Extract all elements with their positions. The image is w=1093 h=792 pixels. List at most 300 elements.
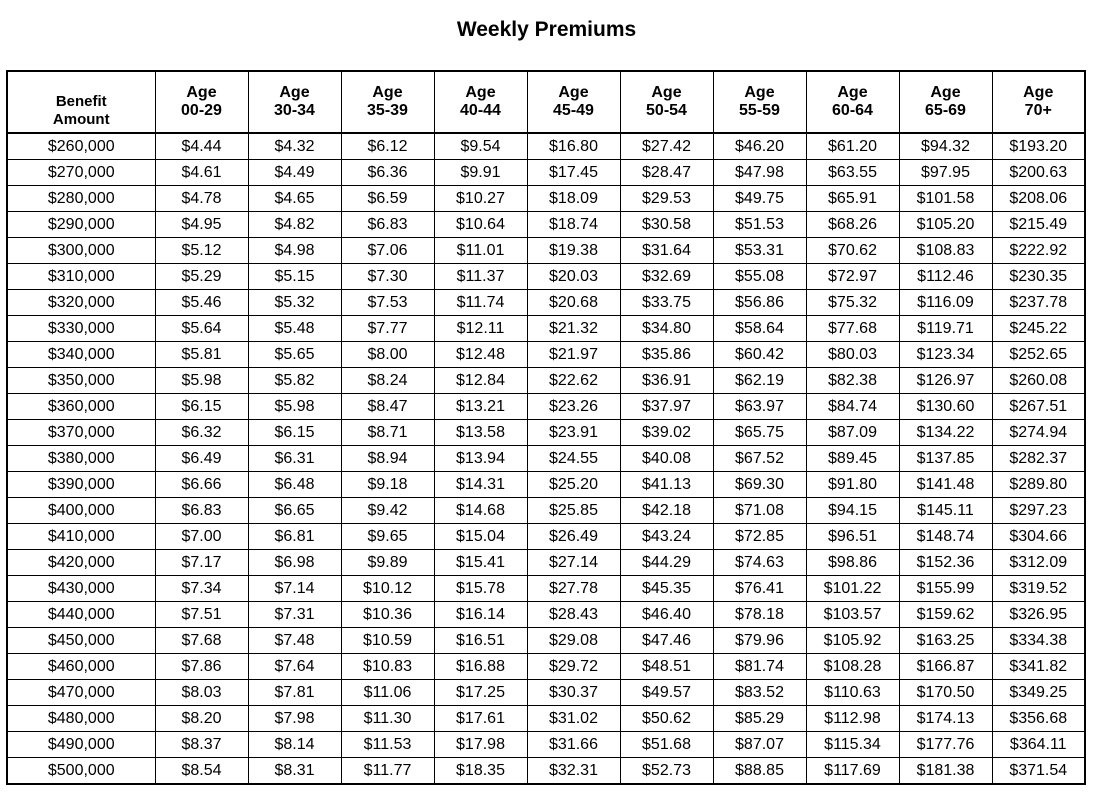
header-label-bottom: 70+ (1024, 102, 1052, 119)
premium-cell: $25.85 (527, 498, 620, 524)
premium-cell: $159.62 (899, 602, 992, 628)
premium-cell: $215.49 (992, 212, 1085, 238)
header-label-top: Age (558, 84, 589, 101)
header-age-group (155, 71, 248, 133)
benefit-amount-cell: $380,000 (7, 446, 155, 472)
premium-cell: $7.68 (155, 628, 248, 654)
premium-cell: $7.81 (248, 680, 341, 706)
table-row (7, 498, 1085, 524)
premium-cell: $8.00 (341, 342, 434, 368)
premium-cell: $27.78 (527, 576, 620, 602)
benefit-amount-cell: $350,000 (7, 368, 155, 394)
header-label-bottom: 65-69 (925, 102, 966, 119)
benefit-amount-cell: $500,000 (7, 758, 155, 785)
premium-cell: $371.54 (992, 758, 1085, 785)
premium-cell: $6.31 (248, 446, 341, 472)
premium-cell: $5.46 (155, 290, 248, 316)
premium-cell: $46.20 (713, 133, 806, 160)
premium-cell: $56.86 (713, 290, 806, 316)
premium-cell: $11.30 (341, 706, 434, 732)
premium-cell: $5.81 (155, 342, 248, 368)
header-label-bottom: 60-64 (832, 102, 873, 119)
benefit-amount-cell: $340,000 (7, 342, 155, 368)
premium-cell: $41.13 (620, 472, 713, 498)
premium-cell: $21.97 (527, 342, 620, 368)
premium-cell: $12.11 (434, 316, 527, 342)
premium-cell: $9.65 (341, 524, 434, 550)
premium-cell: $9.89 (341, 550, 434, 576)
premium-cell: $5.29 (155, 264, 248, 290)
premium-cell: $8.37 (155, 732, 248, 758)
premium-cell: $117.69 (806, 758, 899, 785)
premium-cell: $69.30 (713, 472, 806, 498)
premium-cell: $148.74 (899, 524, 992, 550)
premium-cell: $6.32 (155, 420, 248, 446)
premium-cell: $7.64 (248, 654, 341, 680)
header-label-bottom: 30-34 (274, 102, 315, 119)
premium-cell: $88.85 (713, 758, 806, 785)
table-row (7, 758, 1085, 785)
premium-cell: $84.74 (806, 394, 899, 420)
premium-cell: $27.42 (620, 133, 713, 160)
premium-cell: $61.20 (806, 133, 899, 160)
premium-cell: $6.66 (155, 472, 248, 498)
benefit-amount-cell: $370,000 (7, 420, 155, 446)
premium-cell: $181.38 (899, 758, 992, 785)
benefit-amount-cell: $490,000 (7, 732, 155, 758)
premium-cell: $16.88 (434, 654, 527, 680)
header-age-group (806, 71, 899, 133)
premium-cell: $11.53 (341, 732, 434, 758)
premium-cell: $364.11 (992, 732, 1085, 758)
premium-cell: $47.98 (713, 160, 806, 186)
table-row (7, 654, 1085, 680)
premium-cell: $4.44 (155, 133, 248, 160)
premium-cell: $76.41 (713, 576, 806, 602)
premium-cell: $8.54 (155, 758, 248, 785)
premium-cell: $101.22 (806, 576, 899, 602)
table-row (7, 290, 1085, 316)
premium-cell: $8.71 (341, 420, 434, 446)
premium-cell: $35.86 (620, 342, 713, 368)
premium-cell: $141.48 (899, 472, 992, 498)
table-row (7, 133, 1085, 160)
benefit-amount-cell: $320,000 (7, 290, 155, 316)
premium-cell: $15.41 (434, 550, 527, 576)
header-label-top: Benefit (55, 93, 107, 110)
header-label-bottom: 00-29 (181, 102, 222, 119)
premium-cell: $112.98 (806, 706, 899, 732)
premium-cell: $116.09 (899, 290, 992, 316)
premium-cell: $19.38 (527, 238, 620, 264)
premium-cell: $252.65 (992, 342, 1085, 368)
benefit-amount-cell: $330,000 (7, 316, 155, 342)
premium-cell: $5.48 (248, 316, 341, 342)
premium-cell: $44.29 (620, 550, 713, 576)
premium-cell: $6.12 (341, 133, 434, 160)
premium-cell: $7.53 (341, 290, 434, 316)
header-age-group (620, 71, 713, 133)
table-row (7, 628, 1085, 654)
premium-cell: $34.80 (620, 316, 713, 342)
premium-cell: $82.38 (806, 368, 899, 394)
premium-cell: $326.95 (992, 602, 1085, 628)
premium-cell: $4.32 (248, 133, 341, 160)
premium-cell: $4.95 (155, 212, 248, 238)
table-row (7, 602, 1085, 628)
premium-cell: $5.32 (248, 290, 341, 316)
premium-cell: $72.97 (806, 264, 899, 290)
premium-cell: $137.85 (899, 446, 992, 472)
premium-cell: $71.08 (713, 498, 806, 524)
premium-cell: $49.75 (713, 186, 806, 212)
premium-cell: $52.73 (620, 758, 713, 785)
premium-cell: $8.47 (341, 394, 434, 420)
benefit-amount-cell: $400,000 (7, 498, 155, 524)
benefit-amount-cell: $390,000 (7, 472, 155, 498)
premium-cell: $5.64 (155, 316, 248, 342)
header-label-top: Age (186, 84, 217, 101)
header-label-bottom: Amount (52, 111, 110, 128)
header-age-group (992, 71, 1085, 133)
premium-cell: $108.83 (899, 238, 992, 264)
premium-cell: $6.83 (341, 212, 434, 238)
premium-cell: $8.14 (248, 732, 341, 758)
premium-cell: $163.25 (899, 628, 992, 654)
premium-cell: $16.14 (434, 602, 527, 628)
premium-cell: $53.31 (713, 238, 806, 264)
premium-cell: $7.86 (155, 654, 248, 680)
premium-cell: $6.49 (155, 446, 248, 472)
premium-cell: $29.72 (527, 654, 620, 680)
premium-cell: $12.84 (434, 368, 527, 394)
premium-cell: $74.63 (713, 550, 806, 576)
table-header-row (7, 71, 1085, 133)
table-row (7, 732, 1085, 758)
premium-cell: $101.58 (899, 186, 992, 212)
header-label-top: Age (279, 84, 310, 101)
premium-cell: $108.28 (806, 654, 899, 680)
premium-cell: $267.51 (992, 394, 1085, 420)
table-row (7, 212, 1085, 238)
premium-cell: $4.61 (155, 160, 248, 186)
premium-cell: $23.26 (527, 394, 620, 420)
header-label-top: Age (837, 84, 868, 101)
premium-cell: $16.51 (434, 628, 527, 654)
header-label-bottom: 50-54 (646, 102, 687, 119)
premium-cell: $6.36 (341, 160, 434, 186)
premium-cell: $21.32 (527, 316, 620, 342)
premium-cell: $46.40 (620, 602, 713, 628)
premium-cell: $7.98 (248, 706, 341, 732)
premium-cell: $28.43 (527, 602, 620, 628)
premium-cell: $7.77 (341, 316, 434, 342)
premium-cell: $11.01 (434, 238, 527, 264)
premium-cell: $7.48 (248, 628, 341, 654)
premium-cell: $31.02 (527, 706, 620, 732)
header-age-group (341, 71, 434, 133)
header-label-bottom: 40-44 (460, 102, 501, 119)
premium-cell: $6.81 (248, 524, 341, 550)
premium-cell: $62.19 (713, 368, 806, 394)
premium-cell: $17.61 (434, 706, 527, 732)
premium-cell: $80.03 (806, 342, 899, 368)
premium-cell: $97.95 (899, 160, 992, 186)
premium-cell: $103.57 (806, 602, 899, 628)
premium-cell: $6.48 (248, 472, 341, 498)
premium-cell: $20.03 (527, 264, 620, 290)
premium-cell: $17.98 (434, 732, 527, 758)
premium-cell: $6.83 (155, 498, 248, 524)
premium-cell: $15.04 (434, 524, 527, 550)
premium-cell: $8.94 (341, 446, 434, 472)
header-age-group (248, 71, 341, 133)
premium-cell: $12.48 (434, 342, 527, 368)
premium-cell: $119.71 (899, 316, 992, 342)
premium-cell: $72.85 (713, 524, 806, 550)
premium-cell: $245.22 (992, 316, 1085, 342)
premium-cell: $40.08 (620, 446, 713, 472)
premium-cell: $24.55 (527, 446, 620, 472)
premium-cell: $9.91 (434, 160, 527, 186)
page-title: Weekly Premiums (456, 18, 637, 41)
premium-cell: $26.49 (527, 524, 620, 550)
premium-cell: $5.98 (155, 368, 248, 394)
premium-cell: $200.63 (992, 160, 1085, 186)
premium-cell: $13.21 (434, 394, 527, 420)
table-row (7, 342, 1085, 368)
premium-cell: $5.12 (155, 238, 248, 264)
premium-cell: $81.74 (713, 654, 806, 680)
premium-cell: $115.34 (806, 732, 899, 758)
premium-cell: $29.53 (620, 186, 713, 212)
premium-cell: $7.31 (248, 602, 341, 628)
premium-cell: $5.15 (248, 264, 341, 290)
table-row (7, 524, 1085, 550)
premium-cell: $17.25 (434, 680, 527, 706)
header-label-bottom: 55-59 (739, 102, 780, 119)
premium-cell: $30.58 (620, 212, 713, 238)
premium-cell: $9.42 (341, 498, 434, 524)
table-body (7, 133, 1085, 784)
premium-cell: $60.42 (713, 342, 806, 368)
header-label-bottom: 45-49 (553, 102, 594, 119)
premium-cell: $297.23 (992, 498, 1085, 524)
premium-cell: $32.31 (527, 758, 620, 785)
premium-cell: $123.34 (899, 342, 992, 368)
table-row (7, 368, 1085, 394)
premium-cell: $130.60 (899, 394, 992, 420)
premium-cell: $28.47 (620, 160, 713, 186)
table-row (7, 238, 1085, 264)
premium-cell: $15.78 (434, 576, 527, 602)
header-age-group (713, 71, 806, 133)
table-row (7, 316, 1085, 342)
premium-cell: $14.31 (434, 472, 527, 498)
premium-cell: $10.83 (341, 654, 434, 680)
benefit-amount-cell: $290,000 (7, 212, 155, 238)
premium-cell: $11.74 (434, 290, 527, 316)
premium-cell: $18.35 (434, 758, 527, 785)
premium-cell: $7.06 (341, 238, 434, 264)
benefit-amount-cell: $460,000 (7, 654, 155, 680)
table-row (7, 264, 1085, 290)
premium-cell: $87.07 (713, 732, 806, 758)
premium-cell: $134.22 (899, 420, 992, 446)
premium-cell: $341.82 (992, 654, 1085, 680)
premium-cell: $51.68 (620, 732, 713, 758)
header-age-group (899, 71, 992, 133)
premium-cell: $155.99 (899, 576, 992, 602)
table-row (7, 576, 1085, 602)
premium-cell: $39.02 (620, 420, 713, 446)
benefit-amount-cell: $360,000 (7, 394, 155, 420)
premium-cell: $18.09 (527, 186, 620, 212)
premiums-table (6, 70, 1086, 785)
premium-cell: $4.98 (248, 238, 341, 264)
premium-cell: $10.12 (341, 576, 434, 602)
premium-cell: $6.59 (341, 186, 434, 212)
premium-cell: $14.68 (434, 498, 527, 524)
premium-cell: $222.92 (992, 238, 1085, 264)
premium-cell: $77.68 (806, 316, 899, 342)
header-label-top: Age (930, 84, 961, 101)
premium-cell: $89.45 (806, 446, 899, 472)
premium-cell: $33.75 (620, 290, 713, 316)
premium-cell: $7.00 (155, 524, 248, 550)
benefit-amount-cell: $410,000 (7, 524, 155, 550)
premium-cell: $4.78 (155, 186, 248, 212)
header-label-top: Age (651, 84, 682, 101)
premium-cell: $43.24 (620, 524, 713, 550)
premium-cell: $13.58 (434, 420, 527, 446)
premium-cell: $5.98 (248, 394, 341, 420)
premium-cell: $5.82 (248, 368, 341, 394)
premium-cell: $17.45 (527, 160, 620, 186)
premium-cell: $98.86 (806, 550, 899, 576)
benefit-amount-cell: $260,000 (7, 133, 155, 160)
premium-cell: $32.69 (620, 264, 713, 290)
premium-cell: $11.37 (434, 264, 527, 290)
premium-cell: $4.49 (248, 160, 341, 186)
premium-cell: $23.91 (527, 420, 620, 446)
premium-cell: $45.35 (620, 576, 713, 602)
premium-cell: $55.08 (713, 264, 806, 290)
premium-cell: $356.68 (992, 706, 1085, 732)
header-label-top: Age (465, 84, 496, 101)
premium-cell: $170.50 (899, 680, 992, 706)
premium-cell: $58.64 (713, 316, 806, 342)
premium-cell: $6.15 (248, 420, 341, 446)
premium-cell: $10.59 (341, 628, 434, 654)
benefit-amount-cell: $300,000 (7, 238, 155, 264)
premium-cell: $47.46 (620, 628, 713, 654)
premium-cell: $4.65 (248, 186, 341, 212)
premium-cell: $8.24 (341, 368, 434, 394)
premium-cell: $8.31 (248, 758, 341, 785)
table-row (7, 420, 1085, 446)
premium-cell: $94.15 (806, 498, 899, 524)
premium-cell: $174.13 (899, 706, 992, 732)
premium-cell: $63.97 (713, 394, 806, 420)
premium-cell: $31.64 (620, 238, 713, 264)
premium-cell: $11.77 (341, 758, 434, 785)
premium-cell: $18.74 (527, 212, 620, 238)
premium-cell: $7.34 (155, 576, 248, 602)
premium-cell: $110.63 (806, 680, 899, 706)
benefit-amount-cell: $420,000 (7, 550, 155, 576)
premium-cell: $230.35 (992, 264, 1085, 290)
premium-cell: $8.20 (155, 706, 248, 732)
premium-cell: $68.26 (806, 212, 899, 238)
premium-cell: $105.20 (899, 212, 992, 238)
premium-cell: $7.17 (155, 550, 248, 576)
table-row (7, 680, 1085, 706)
premium-cell: $65.91 (806, 186, 899, 212)
premium-cell: $48.51 (620, 654, 713, 680)
premium-cell: $7.14 (248, 576, 341, 602)
table-row (7, 186, 1085, 212)
premium-cell: $25.20 (527, 472, 620, 498)
premium-cell: $42.18 (620, 498, 713, 524)
premium-cell: $87.09 (806, 420, 899, 446)
premium-cell: $94.32 (899, 133, 992, 160)
benefit-amount-cell: $440,000 (7, 602, 155, 628)
premium-cell: $274.94 (992, 420, 1085, 446)
premium-cell: $6.15 (155, 394, 248, 420)
premium-cell: $79.96 (713, 628, 806, 654)
premium-cell: $9.54 (434, 133, 527, 160)
premium-cell: $208.06 (992, 186, 1085, 212)
premium-cell: $49.57 (620, 680, 713, 706)
premium-cell: $78.18 (713, 602, 806, 628)
premium-cell: $37.97 (620, 394, 713, 420)
premium-cell: $27.14 (527, 550, 620, 576)
premium-cell: $75.32 (806, 290, 899, 316)
premium-cell: $319.52 (992, 576, 1085, 602)
premium-cell: $126.97 (899, 368, 992, 394)
premium-cell: $105.92 (806, 628, 899, 654)
benefit-amount-cell: $310,000 (7, 264, 155, 290)
premium-cell: $237.78 (992, 290, 1085, 316)
premium-cell: $260.08 (992, 368, 1085, 394)
premium-cell: $13.94 (434, 446, 527, 472)
header-label-top: Age (372, 84, 403, 101)
premium-cell: $10.64 (434, 212, 527, 238)
premium-cell: $6.65 (248, 498, 341, 524)
premium-cell: $85.29 (713, 706, 806, 732)
benefit-amount-cell: $450,000 (7, 628, 155, 654)
header-age-group (434, 71, 527, 133)
benefit-amount-cell: $470,000 (7, 680, 155, 706)
premium-cell: $9.18 (341, 472, 434, 498)
benefit-amount-cell: $480,000 (7, 706, 155, 732)
premium-cell: $83.52 (713, 680, 806, 706)
premium-cell: $96.51 (806, 524, 899, 550)
premium-cell: $67.52 (713, 446, 806, 472)
premium-cell: $6.98 (248, 550, 341, 576)
premium-cell: $334.38 (992, 628, 1085, 654)
premium-cell: $10.27 (434, 186, 527, 212)
header-label-top: Age (1023, 84, 1054, 101)
table-row (7, 446, 1085, 472)
premium-cell: $10.36 (341, 602, 434, 628)
table-row (7, 550, 1085, 576)
table-row (7, 160, 1085, 186)
table-row (7, 394, 1085, 420)
premium-cell: $65.75 (713, 420, 806, 446)
premium-cell: $7.51 (155, 602, 248, 628)
